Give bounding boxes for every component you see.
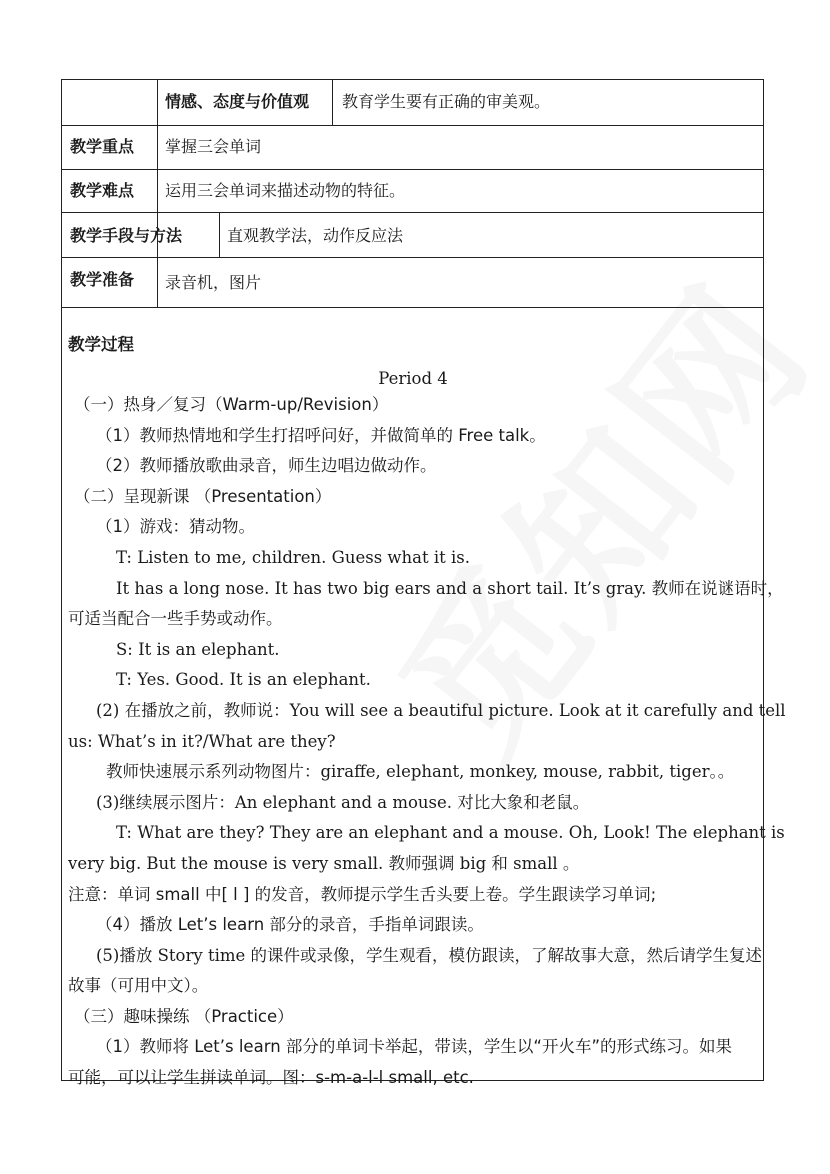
process-line: （1）教师热情地和学生打招呼问好，并做简单的 Free talk。 [96, 425, 546, 445]
period-title: Period 4 [378, 369, 448, 388]
process-line: （1）游戏：猜动物。 [96, 517, 255, 537]
row5-value: 录音机，图片 [165, 273, 262, 292]
row-divider [62, 257, 763, 258]
row2-label: 教学重点 [70, 137, 135, 156]
process-line: 注意：单词 small 中[ l ] 的发音，教师提示学生舌头要上卷。学生跟读学习单词; [68, 884, 657, 904]
process-line: （三）趣味操练 （Practice） [74, 1006, 294, 1026]
process-line: T: Listen to me, children. Guess what it is. [116, 547, 471, 567]
process-line: T: What are they? They are an elephant and a mouse. Oh, Look! The elephant is [116, 823, 785, 843]
process-line: S: It is an elephant. [116, 639, 280, 659]
row-divider [62, 169, 763, 170]
process-line: （一）热身／复习（Warm-up/Revision） [74, 395, 389, 414]
row-divider [62, 307, 763, 308]
col-divider [219, 212, 220, 257]
process-line: (2) 在播放之前，教师说：You will see a beautiful picture. Look at it carefully and tell [96, 700, 786, 720]
row3-label: 教学难点 [70, 181, 135, 200]
row4-label: 教学手段与方法 [70, 226, 183, 245]
row1-value: 教育学生要有正确的审美观。 [342, 92, 551, 111]
process-line: (3)继续展示图片：An elephant and a mouse. 对比大象和老鼠。 [96, 792, 590, 812]
row-divider [62, 125, 763, 126]
process-line: 教师快速展示系列动物图片：giraffe, elephant, monkey, mouse, rabbit, tiger。。 [106, 762, 735, 782]
process-line: （1）教师将 Let’s learn 部分的单词卡举起，带读，学生以“开火车”的形式练习。如果 [96, 1037, 732, 1057]
process-line: us: What’s in it?/What are they? [68, 731, 336, 751]
process-line: （4）播放 Let’s learn 部分的录音，手指单词跟读。 [96, 915, 484, 935]
process-line: （2）教师播放歌曲录音，师生边唱边做动作。 [96, 456, 437, 476]
process-title: 教学过程 [68, 335, 134, 354]
process-line: It has a long nose. It has two big ears and a short tail. It’s gray. 教师在说谜语时， [116, 578, 784, 598]
col-divider [332, 80, 333, 125]
process-line: very big. But the mouse is very small. 教师强调 big 和 small 。 [68, 853, 580, 873]
process-line: (5)播放 Story time 的课件或录像，学生观看，模仿跟读，了解故事大意，然后请学生复述 [96, 945, 763, 965]
row3-value: 运用三会单词来描述动物的特征。 [165, 181, 406, 200]
row2-value: 掌握三会单词 [165, 137, 262, 156]
process-line: T: Yes. Good. It is an elephant. [116, 670, 371, 690]
process-line: 可适当配合一些手势或动作。 [68, 609, 283, 629]
row1-label: 情感、态度与价值观 [165, 92, 310, 111]
row4-value: 直观教学法，动作反应法 [227, 226, 404, 245]
row-divider [62, 212, 763, 213]
lesson-plan-table [61, 79, 786, 1088]
teaching-process [68, 330, 786, 1094]
row5-label: 教学准备 [70, 270, 135, 289]
process-line: 故事（可用中文）。 [68, 976, 209, 996]
process-line: （二）呈现新课 （Presentation） [74, 486, 332, 506]
process-line: 可能，可以让学生拼读单词。图：s-m-a-l-l small, etc. [68, 1068, 474, 1088]
col-divider [157, 257, 158, 307]
col-divider [157, 80, 158, 125]
